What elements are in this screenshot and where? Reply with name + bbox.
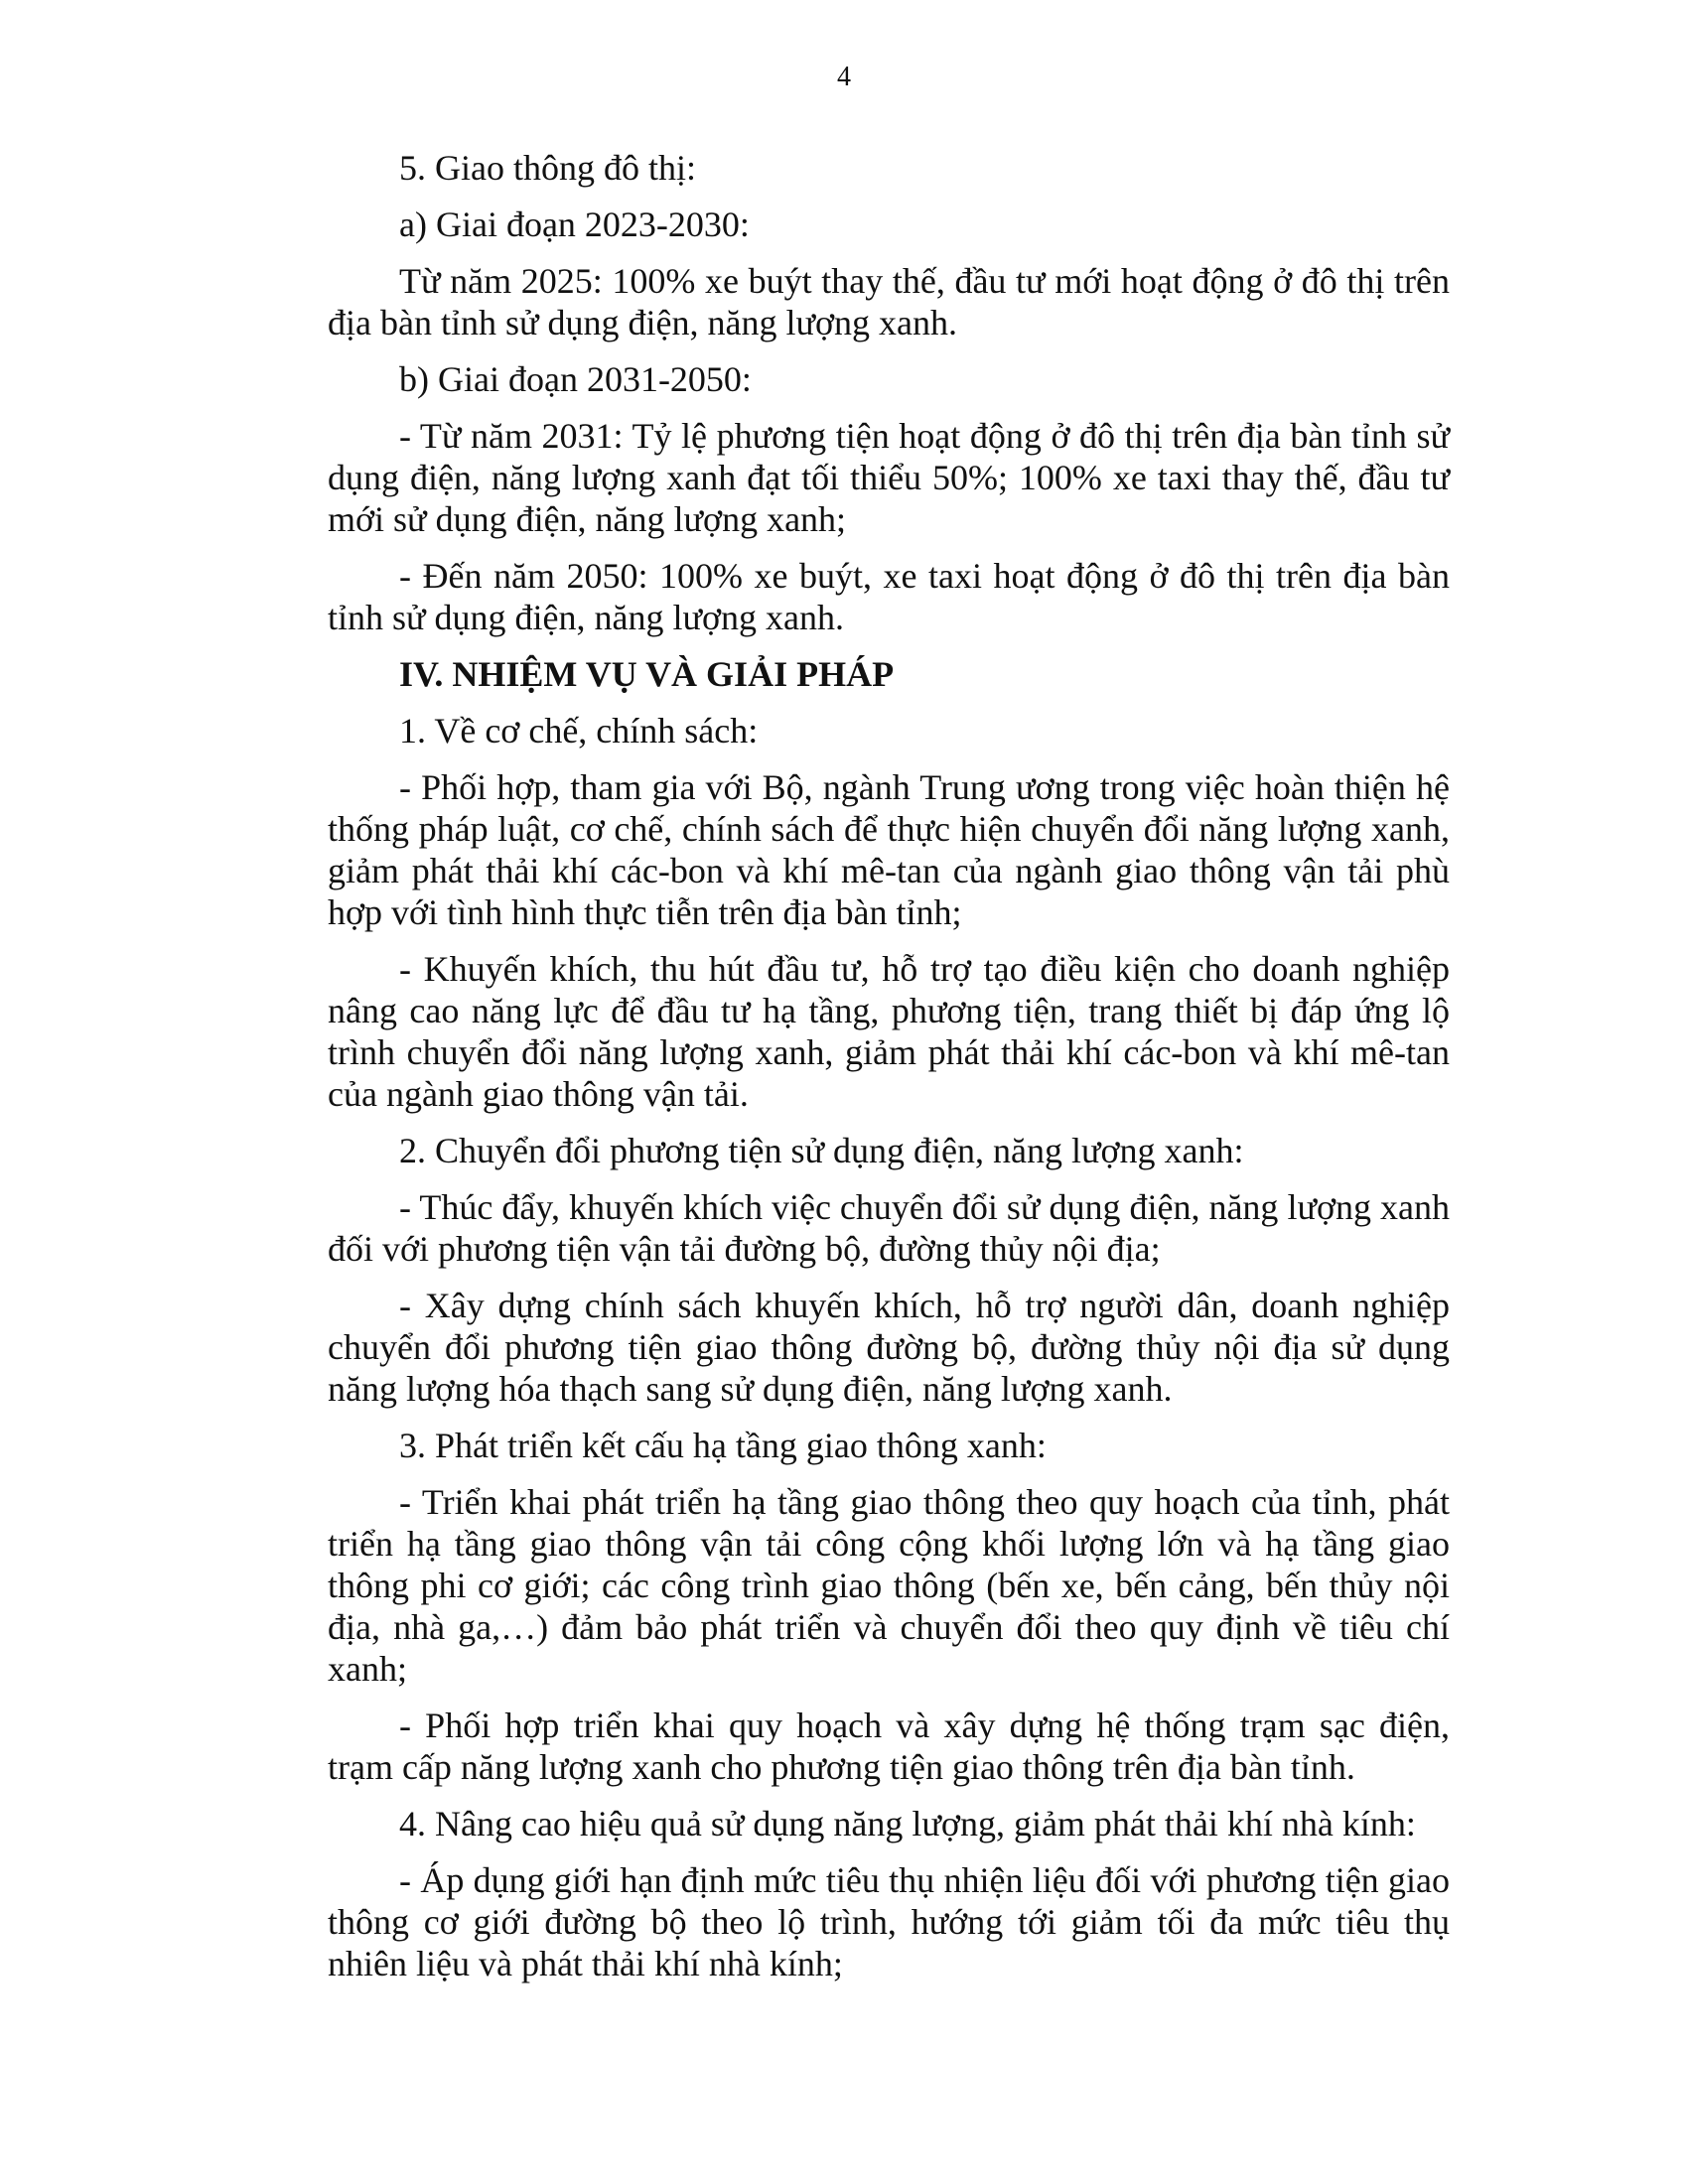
bullet-paragraph: - Từ năm 2031: Tỷ lệ phương tiện hoạt động ở đô thị trên địa bàn tỉnh sử dụng điện, năng lượng xanh đạt tối thiểu 50%; 100% xe taxi thay thế, đầu tư mới sử dụng điện, năng lượng xanh;	[328, 416, 1450, 539]
paragraph: Từ năm 2025: 100% xe buýt thay thế, đầu tư mới hoạt động ở đô thị trên địa bàn tỉnh sử dụng điện, năng lượng xanh.	[328, 261, 1450, 342]
bullet-paragraph: - Phối hợp, tham gia với Bộ, ngành Trung ương trong việc hoàn thiện hệ thống pháp luật, cơ chế, chính sách để thực hiện chuyển đổi năng lượng xanh, giảm phát thải khí các-bon và khí mê-tan của ngành giao thông vận tải phù hợp với tình hình thực tiễn trên địa bàn tỉnh;	[328, 767, 1450, 932]
section-heading-urban-transport: 5. Giao thông đô thị:	[399, 148, 696, 188]
section-heading-policy: 1. Về cơ chế, chính sách:	[399, 711, 759, 751]
bullet-paragraph: - Áp dụng giới hạn định mức tiêu thụ nhiện liệu đối với phương tiện giao thông cơ giới đường bộ theo lộ trình, hướng tới giảm tối đa mức tiêu thụ nhiên liệu và phát thải khí nhà kính;	[328, 1860, 1450, 1983]
bullet-paragraph: - Đến năm 2050: 100% xe buýt, xe taxi hoạt động ở đô thị trên địa bàn tỉnh sử dụng điện, năng lượng xanh.	[328, 556, 1450, 637]
section-heading-green-infrastructure: 3. Phát triển kết cấu hạ tầng giao thông xanh:	[399, 1426, 1047, 1465]
bullet-paragraph: - Triển khai phát triển hạ tầng giao thông theo quy hoạch của tỉnh, phát triển hạ tầng giao thông vận tải công cộng khối lượng lớn và hạ tầng giao thông phi cơ giới; các công trình giao thông (bến xe, bến cảng, bến thủy nội địa, nhà ga,…) đảm bảo phát triển và chuyển đổi theo quy định về tiêu chí xanh;	[328, 1482, 1450, 1689]
document-body	[328, 147, 1450, 1999]
subsection-heading-2031-2050: b) Giai đoạn 2031-2050:	[399, 359, 752, 399]
page-number: 4	[837, 62, 851, 92]
section-heading-energy-efficiency: 4. Nâng cao hiệu quả sử dụng năng lượng, giảm phát thải khí nhà kính:	[399, 1804, 1416, 1843]
section-heading-vehicle-conversion: 2. Chuyển đổi phương tiện sử dụng điện, năng lượng xanh:	[399, 1131, 1244, 1170]
bullet-paragraph: - Khuyến khích, thu hút đầu tư, hỗ trợ tạo điều kiện cho doanh nghiệp nâng cao năng lực để đầu tư hạ tầng, phương tiện, trang thiết bị đáp ứng lộ trình chuyển đổi năng lượng xanh, giảm phát thải khí các-bon và khí mê-tan của ngành giao thông vận tải.	[328, 949, 1450, 1114]
chapter-heading-tasks-solutions: IV. NHIỆM VỤ VÀ GIẢI PHÁP	[399, 654, 895, 694]
bullet-paragraph: - Thúc đẩy, khuyến khích việc chuyển đổi sử dụng điện, năng lượng xanh đối với phương tiện vận tải đường bộ, đường thủy nội địa;	[328, 1187, 1450, 1269]
bullet-paragraph: - Xây dựng chính sách khuyến khích, hỗ trợ người dân, doanh nghiệp chuyển đổi phương tiện giao thông đường bộ, đường thủy nội địa sử dụng năng lượng hóa thạch sang sử dụng điện, năng lượng xanh.	[328, 1286, 1450, 1409]
subsection-heading-2023-2030: a) Giai đoạn 2023-2030:	[399, 205, 750, 244]
bullet-paragraph: - Phối hợp triển khai quy hoạch và xây dựng hệ thống trạm sạc điện, trạm cấp năng lượng xanh cho phương tiện giao thông trên địa bàn tỉnh.	[328, 1706, 1450, 1787]
